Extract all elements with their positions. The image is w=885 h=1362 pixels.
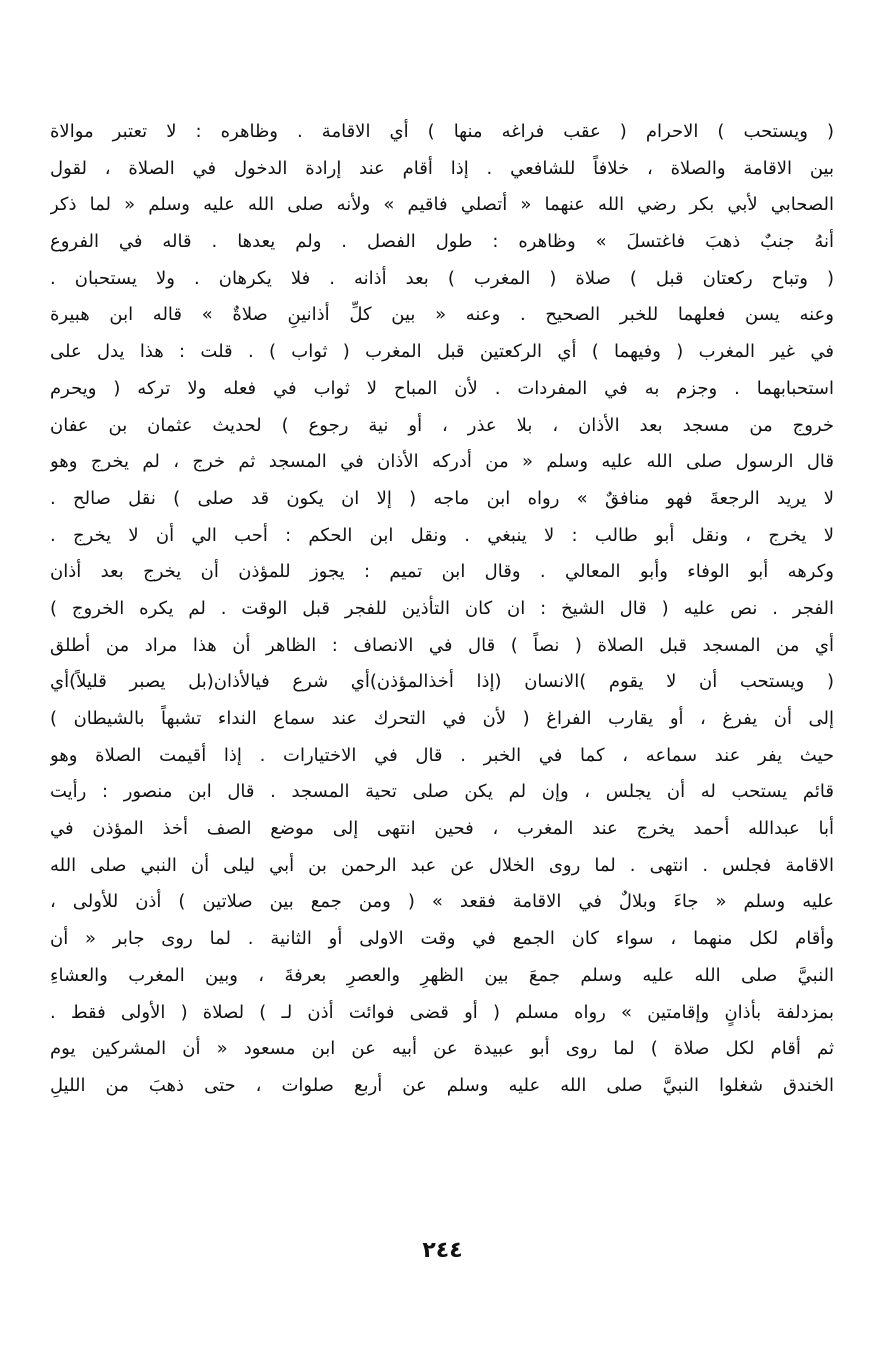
text-line: حيث يفر عند سماعه ، كما في الخبر . قال في الاختيارات . إذا أقيمت الصلاة وهو bbox=[50, 744, 834, 766]
body-text bbox=[50, 114, 834, 1105]
text-line: بين الاقامة والصلاة ، خلافاً للشافعي . إذا أقام عند إرادة الدخول في الصلاة ، لقول bbox=[50, 157, 834, 179]
text-line: ثم أقام لكل صلاة ) لما روى أبو عبيدة عن أبيه عن ابن مسعود « أن المشركين يوم bbox=[50, 1038, 834, 1060]
text-line: قائم يستحب له أن يجلس ، وإن لم يكن صلى تحية المسجد . قال ابن منصور : رأيت bbox=[50, 781, 834, 803]
text-line: لا يريد الرجعةَ فهو منافقٌ » رواه ابن ماجه ( إلا ان يكون قد صلى ) نقل صالح . bbox=[50, 487, 834, 509]
text-line: الفجر . نص عليه ( قال الشيخ : ان كان التأذين للفجر قبل الوقت . لم يكره الخروج ) bbox=[50, 597, 834, 619]
text-line: قال الرسول صلى الله عليه وسلم « من أدركه الأذان في المسجد ثم خرج ، لم يخرج وهو bbox=[50, 451, 834, 473]
text-line: في غير المغرب ( وفيهما ) أي الركعتين قبل المغرب ( ثواب ) . قلت : هذا يدل على bbox=[50, 341, 834, 363]
page-number: ٢٤٤ bbox=[422, 1238, 463, 1263]
text-line: وعنه يسن فعلهما للخبر الصحيح . وعنه « بين كلِّ أذانينِ صلاةٌ » قاله ابن هبيرة bbox=[50, 304, 834, 326]
text-line: عليه وسلم « جاءَ وبلالٌ في الاقامة فقعد » ( ومن جمع بين صلاتين ) أذن للأولى ، bbox=[50, 891, 834, 913]
text-line: أبا عبدالله أحمد يخرج عند المغرب ، فحين انتهى إلى موضع الصف أخذ المؤذن في bbox=[50, 818, 834, 840]
text-line: أنهُ جنبٌ ذهبَ فاغتسلَ » وظاهره : طول الفصل . ولم يعدها . قاله في الفروع bbox=[50, 231, 834, 253]
text-line: النبيَّ صلى الله عليه وسلم جمعَ بين الظهرِ والعصرِ بعرفةَ ، وبين المغرب والعشاءِ bbox=[50, 964, 834, 986]
text-line: أي من المسجد قبل الصلاة ( نصاً ) قال في الانصاف : الظاهر أن هذا مراد من أطلق bbox=[50, 634, 834, 656]
text-line: الاقامة فجلس . انتهى . لما روى الخلال عن عبد الرحمن بن أبي ليلى أن النبي صلى الله bbox=[50, 854, 834, 876]
text-line: ( ويستحب ) الاحرام ( عقب فراغه منها ) أي الاقامة . وظاهره : لا تعتبر موالاة bbox=[50, 121, 834, 142]
text-line: وكرهه أبو الوفاء وأبو المعالي . وقال ابن تميم : يجوز للمؤذن أن يخرج بعد أذان bbox=[50, 561, 834, 583]
text-line: إلى أن يفرغ ، أو يقارب الفراغ ( لأن في التحرك عند سماع النداء تشبهاً بالشيطان ) bbox=[50, 708, 834, 729]
text-line: خروج من مسجد بعد الأذان ، بلا عذر ، أو نية رجوع ) لحديث عثمان بن عفان bbox=[50, 414, 834, 436]
text-line: وأقام لكل منهما ، سواء كان الجمع في وقت الاولى أو الثانية . لما روى جابر « أن bbox=[50, 928, 834, 950]
text-line: الخندق شغلوا النبيَّ صلى الله عليه وسلم عن أربع صلوات ، حتى ذهبَ من الليلِ bbox=[50, 1074, 834, 1096]
text-line: لا يخرج ، ونقل أبو طالب : لا ينبغي . ونقل ابن الحكم : أحب الي أن لا يخرج . bbox=[50, 524, 834, 546]
text-line: الصحابي لأبي بكر رضي الله عنهما « أتصلي فاقيم » ولأنه صلى الله عليه وسلم « لما ذكر bbox=[50, 194, 834, 216]
text-line: ( وتباح ركعتان قبل ) صلاة ( المغرب ) بعد أذانه . فلا يكرهان . ولا يستحبان . bbox=[50, 267, 834, 289]
text-line: استحبابهما . وجزم به في المفردات . لأن المباح لا ثواب في فعله ولا تركه ( ويحرم bbox=[50, 377, 834, 399]
text-line: بمزدلفة بأذانٍ وإقامتين » رواه مسلم ( أو قضى فوائت أذن لـ ) لصلاة ( الأولى فقط . bbox=[50, 1001, 834, 1023]
text-line: ( ويستحب أن لا يقوم )الانسان (إذا أخذالمؤذن)أي شرع فيالأذان(بل يصبر قليلاً)أي bbox=[50, 671, 834, 693]
